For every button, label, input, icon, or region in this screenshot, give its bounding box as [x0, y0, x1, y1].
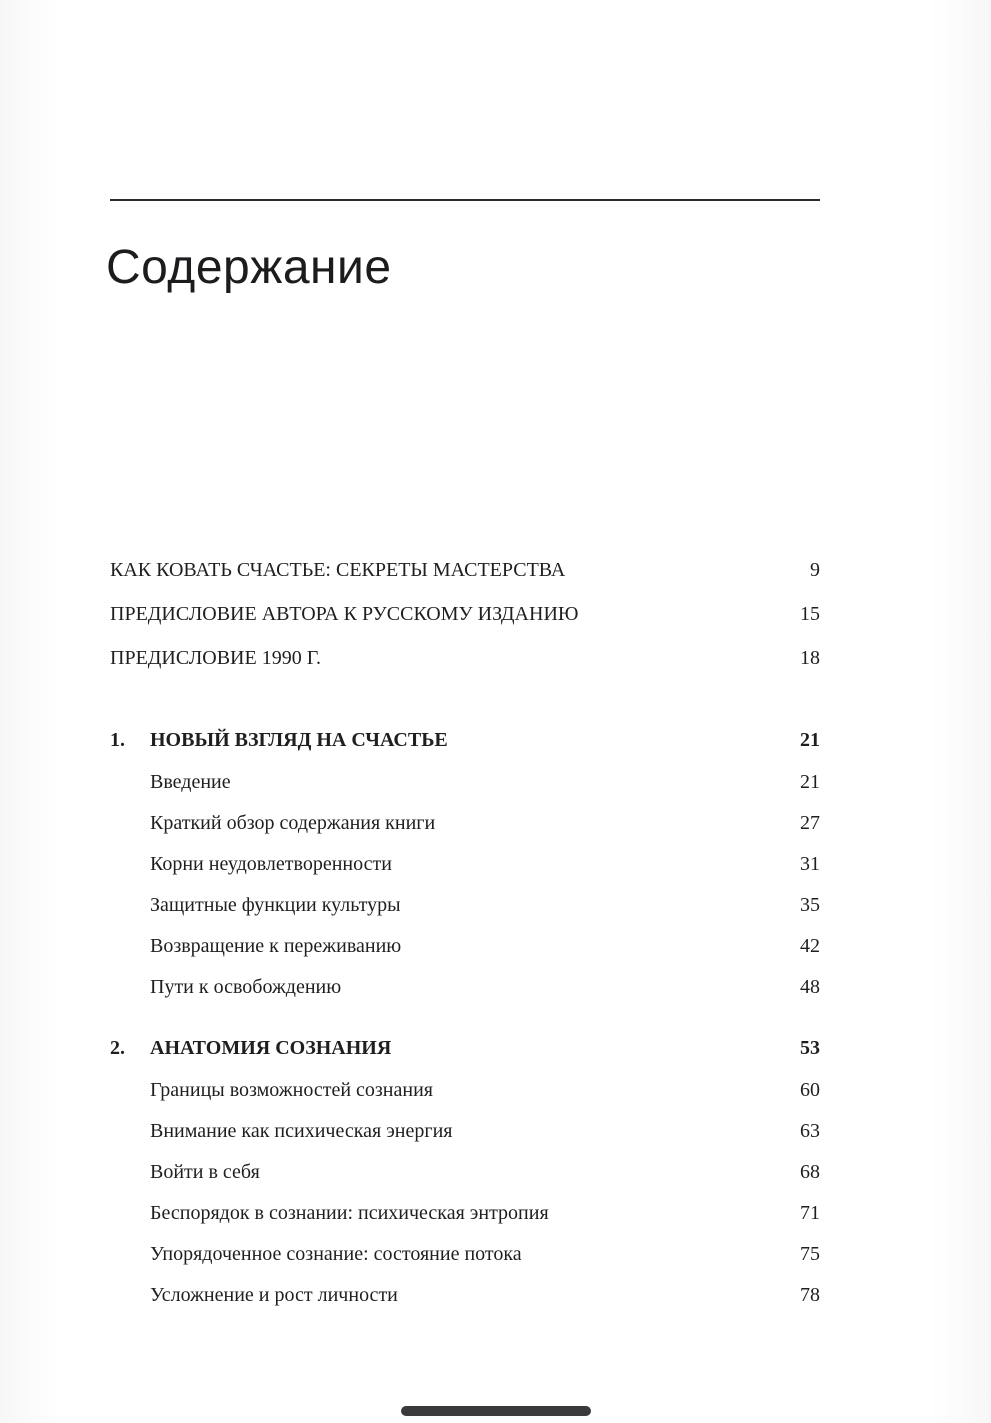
chapter-heading[interactable] — [110, 1026, 820, 1070]
section-page: 68 — [800, 1161, 820, 1183]
section-label: Возвращение к переживанию — [150, 935, 402, 957]
table-of-contents — [110, 548, 820, 1316]
section-entry[interactable] — [110, 844, 820, 885]
chapter-page: 53 — [800, 1037, 820, 1059]
section-label: Беспорядок в сознании: психическая энтропия — [150, 1202, 549, 1224]
section-entry[interactable] — [110, 1275, 820, 1316]
section-page: 35 — [800, 894, 820, 916]
section-label: Краткий обзор содержания книги — [150, 812, 436, 834]
toc-entry[interactable] — [110, 592, 820, 636]
chapter-title: АНАТОМИЯ СОЗНАНИЯ — [150, 1037, 392, 1059]
section-entry[interactable] — [110, 1193, 820, 1234]
section-page: 63 — [800, 1120, 820, 1142]
section-entry[interactable] — [110, 967, 820, 1008]
chapter-number: 1. — [110, 729, 125, 751]
toc-entry-page: 15 — [800, 603, 820, 625]
section-entry[interactable] — [110, 1070, 820, 1111]
section-page: 48 — [800, 976, 820, 998]
chapter-number: 2. — [110, 1037, 125, 1059]
chapter-page: 21 — [800, 729, 820, 751]
section-entry[interactable] — [110, 1234, 820, 1275]
toc-entry[interactable] — [110, 548, 820, 592]
section-page: 71 — [800, 1202, 820, 1224]
chapter-block — [110, 1026, 820, 1316]
section-label: Войти в себя — [150, 1161, 260, 1183]
section-label: Пути к освобождению — [150, 976, 342, 998]
section-page: 21 — [800, 771, 820, 793]
section-entry[interactable] — [110, 1152, 820, 1193]
section-label: Границы возможностей сознания — [150, 1079, 433, 1101]
section-page: 31 — [800, 853, 820, 875]
section-entry[interactable] — [110, 803, 820, 844]
section-label: Упорядоченное сознание: состояние потока — [150, 1243, 522, 1265]
section-entry[interactable] — [110, 926, 820, 967]
chapter-block — [110, 718, 820, 1008]
divider — [110, 199, 820, 201]
section-label: Введение — [150, 771, 231, 793]
section-page: 78 — [800, 1284, 820, 1306]
front-matter-list — [110, 548, 820, 680]
section-page: 27 — [800, 812, 820, 834]
section-entry[interactable] — [110, 885, 820, 926]
section-page: 60 — [800, 1079, 820, 1101]
section-label: Корни неудовлетворенности — [150, 853, 392, 875]
toc-entry-page: 18 — [800, 647, 820, 669]
section-entry[interactable] — [110, 1111, 820, 1152]
toc-entry-label: ПРЕДИСЛОВИЕ 1990 Г. — [110, 647, 322, 669]
section-entry[interactable] — [110, 762, 820, 803]
chapter-title: НОВЫЙ ВЗГЛЯД НА СЧАСТЬЕ — [150, 729, 448, 751]
chapter-heading[interactable] — [110, 718, 820, 762]
toc-entry-label: ПРЕДИСЛОВИЕ АВТОРА К РУССКОМУ ИЗДАНИЮ — [110, 603, 579, 625]
section-label: Защитные функции культуры — [150, 894, 401, 916]
toc-entry-label: КАК КОВАТЬ СЧАСТЬЕ: СЕКРЕТЫ МАСТЕРСТВА — [110, 559, 566, 581]
section-label: Внимание как психическая энергия — [150, 1120, 453, 1142]
section-page: 75 — [800, 1243, 820, 1265]
section-label: Усложнение и рост личности — [150, 1284, 398, 1306]
page-title: Содержание — [106, 241, 392, 294]
section-page: 42 — [800, 935, 820, 957]
toc-entry[interactable] — [110, 636, 820, 680]
home-indicator[interactable] — [401, 1406, 591, 1416]
toc-entry-page: 9 — [810, 559, 820, 581]
